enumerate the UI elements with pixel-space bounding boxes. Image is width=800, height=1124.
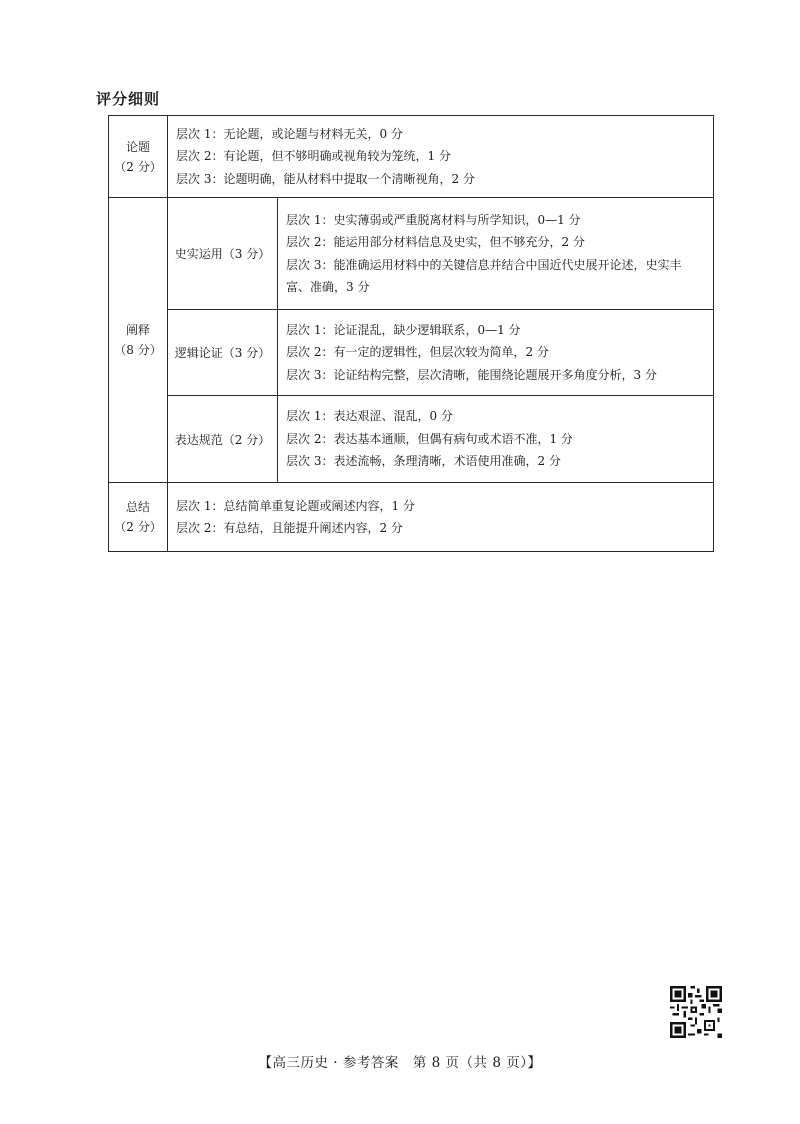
conclusion-levels xyxy=(168,483,714,552)
criterion-topic xyxy=(109,116,168,198)
rubric-row-explanation-expression xyxy=(109,396,714,483)
level-line: 层次 1：史实薄弱或严重脱离材料与所学知识，0—1 分 xyxy=(286,212,581,227)
expression-levels xyxy=(278,396,714,483)
criterion-explanation xyxy=(109,198,168,483)
criterion-name: 论题 xyxy=(125,139,150,154)
level-line: 层次 2：有一定的逻辑性，但层次较为简单，2 分 xyxy=(286,345,549,360)
criterion-name: 总结 xyxy=(125,500,150,514)
level-line: 层次 2：有论题，但不够明确或视角较为笼统，1 分 xyxy=(176,149,451,164)
criterion-points: （8 分） xyxy=(114,343,162,357)
rubric-row-topic xyxy=(109,116,714,198)
scoring-rubric-table xyxy=(108,115,714,552)
level-line: 层次 1：论证混乱，缺少逻辑联系，0—1 分 xyxy=(286,322,521,337)
rubric-row-explanation-facts xyxy=(109,198,714,310)
criterion-name: 阐释 xyxy=(125,323,150,337)
subcriterion-expression: 表达规范（2 分） xyxy=(168,396,278,483)
level-line: 层次 3：能准确运用材料中的关键信息并结合中国近代史展开论述，史实丰富、准确，3 分 xyxy=(286,257,682,294)
level-line: 层次 3：论题明确，能从材料中提取一个清晰视角，2 分 xyxy=(176,171,475,186)
criterion-points: （2 分） xyxy=(114,520,162,534)
logic-levels xyxy=(278,310,714,396)
page-footer: 【高三历史 · 参考答案 第 8 页（共 8 页）】 xyxy=(258,1055,542,1071)
level-line: 层次 1：总结简单重复论题或阐述内容，1 分 xyxy=(176,498,415,513)
level-line: 层次 1：表达艰涩、混乱，0 分 xyxy=(286,409,453,424)
criterion-points: （2 分） xyxy=(114,159,162,174)
subcriterion-logic: 逻辑论证（3 分） xyxy=(168,310,278,396)
criterion-conclusion xyxy=(109,483,168,552)
level-line: 层次 1：无论题，或论题与材料无关，0 分 xyxy=(176,126,403,141)
section-title: 评分细则 xyxy=(96,90,161,108)
level-line: 层次 2：能运用部分材料信息及史实，但不够充分，2 分 xyxy=(286,235,585,249)
level-line: 层次 2：有总结，且能提升阐述内容，2 分 xyxy=(176,521,403,535)
qr-code-icon xyxy=(668,984,724,1040)
facts-levels xyxy=(278,198,714,310)
topic-levels xyxy=(168,116,714,198)
rubric-row-explanation-logic xyxy=(109,310,714,396)
level-line: 层次 2：表达基本通顺，但偶有病句或术语不准，1 分 xyxy=(286,431,573,446)
rubric-row-conclusion xyxy=(109,483,714,552)
subcriterion-facts: 史实运用（3 分） xyxy=(168,198,278,310)
level-line: 层次 3：论证结构完整，层次清晰，能围绕论题展开多角度分析，3 分 xyxy=(286,367,657,382)
level-line: 层次 3：表述流畅，条理清晰，术语使用准确，2 分 xyxy=(286,454,561,469)
